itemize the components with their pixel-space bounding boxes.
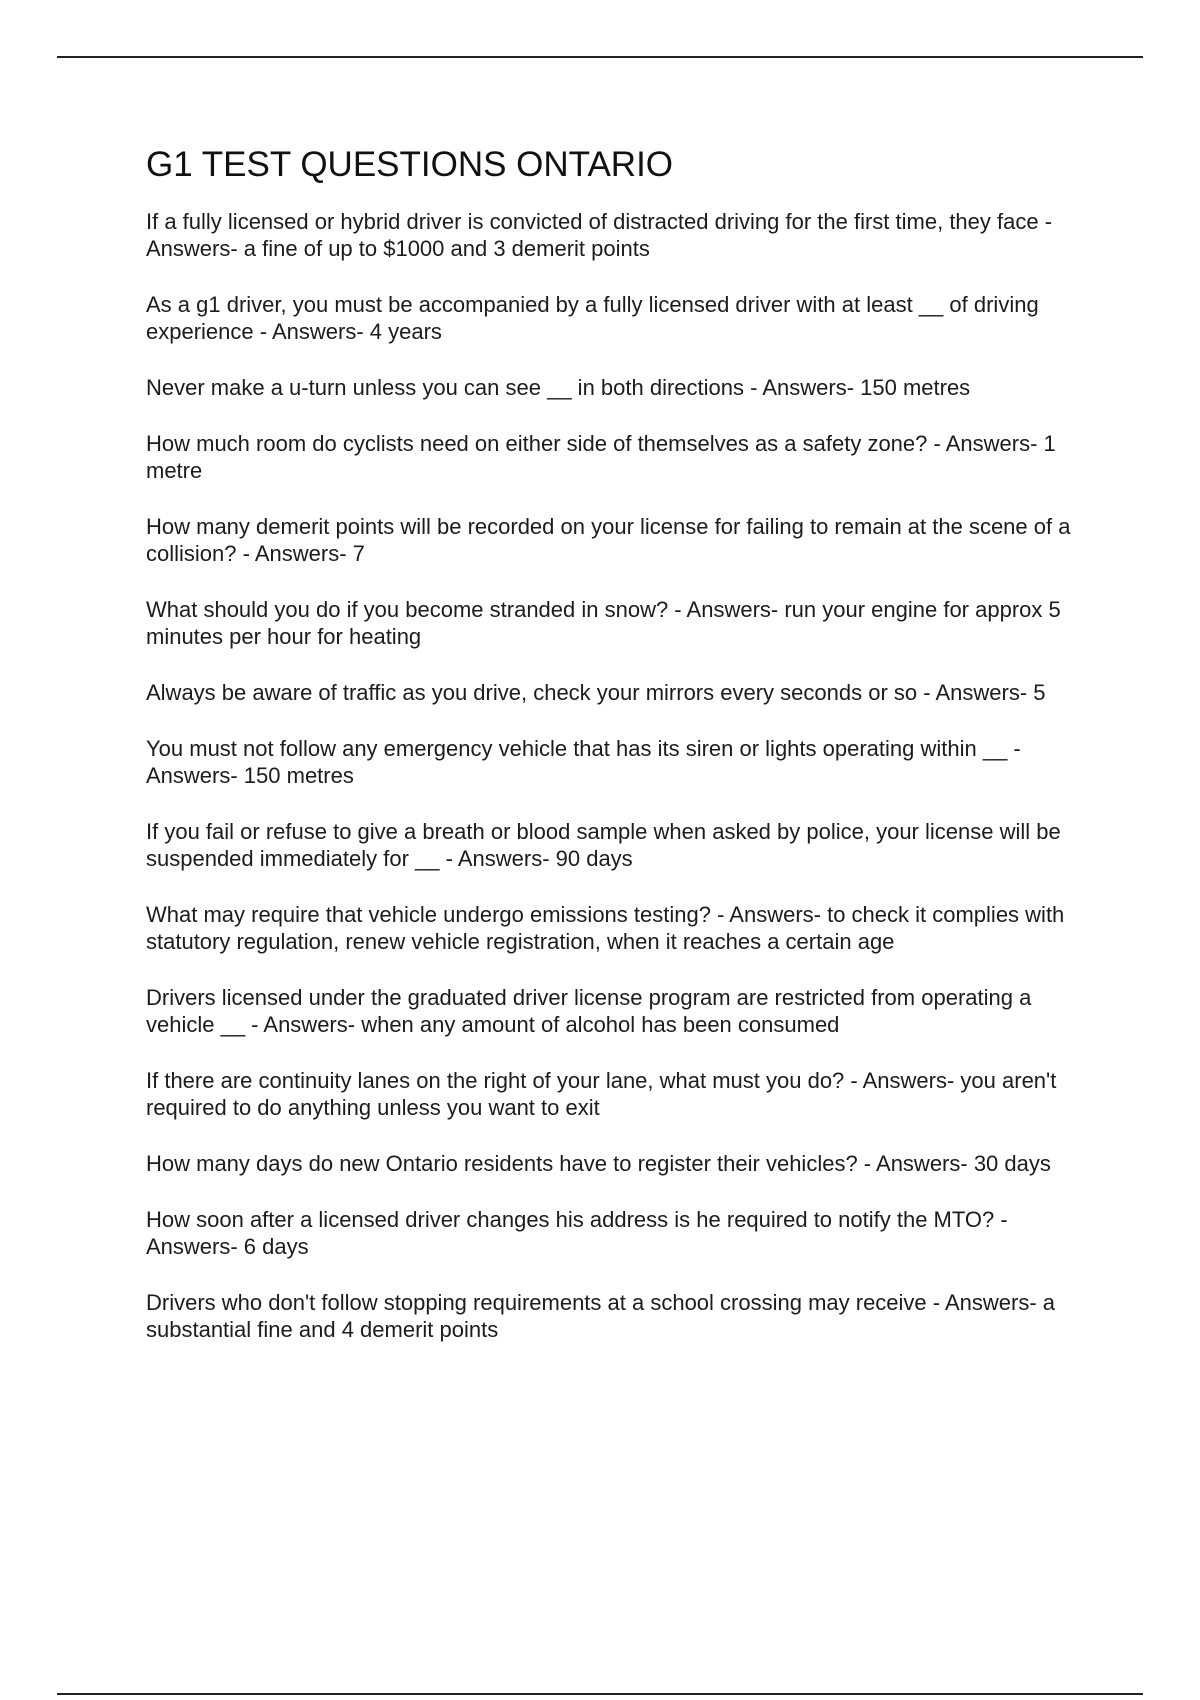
question-item: How soon after a licensed driver changes his address is he required to notify the MTO? - Answers- 6 days bbox=[146, 1207, 1008, 1259]
question-item: What may require that vehicle undergo emissions testing? - Answers- to check it complies with statutory regulation, renew vehicle registration, when it reaches a certain age bbox=[146, 902, 1065, 954]
bottom-divider bbox=[57, 1693, 1143, 1695]
question-item: As a g1 driver, you must be accompanied by a fully licensed driver with at least __ of driving experience - Answers- 4 years bbox=[146, 292, 1039, 344]
document-body bbox=[146, 142, 1096, 1372]
page-title: G1 TEST QUESTIONS ONTARIO bbox=[146, 145, 674, 184]
question-item: If there are continuity lanes on the right of your lane, what must you do? - Answers- you aren't required to do anything unless you want to exit bbox=[146, 1068, 1057, 1120]
question-item: How much room do cyclists need on either side of themselves as a safety zone? - Answers- 1 metre bbox=[146, 431, 1056, 483]
question-item: Drivers licensed under the graduated driver license program are restricted from operating a vehicle __ - Answers- when any amount of alcohol has been consumed bbox=[146, 985, 1032, 1037]
question-item: How many days do new Ontario residents have to register their vehicles? - Answers- 30 days bbox=[146, 1151, 1051, 1176]
top-divider bbox=[57, 56, 1143, 58]
question-list bbox=[146, 208, 1096, 1343]
question-item: If you fail or refuse to give a breath or blood sample when asked by police, your license will be suspended immediately for __ - Answers- 90 days bbox=[146, 819, 1061, 871]
question-item: You must not follow any emergency vehicle that has its siren or lights operating within __ - Answers- 150 metres bbox=[146, 736, 1021, 788]
question-item: Always be aware of traffic as you drive, check your mirrors every seconds or so - Answers- 5 bbox=[146, 680, 1046, 705]
question-item: If a fully licensed or hybrid driver is convicted of distracted driving for the first time, they face - Answers- a fine of up to $1000 and 3 demerit points bbox=[146, 209, 1053, 261]
question-item: Drivers who don't follow stopping requirements at a school crossing may receive - Answers- a substantial fine and 4 demerit points bbox=[146, 1290, 1056, 1342]
question-item: Never make a u-turn unless you can see __ in both directions - Answers- 150 metres bbox=[146, 375, 971, 400]
question-item: What should you do if you become stranded in snow? - Answers- run your engine for approx 5 minutes per hour for heating bbox=[146, 597, 1061, 649]
question-item: How many demerit points will be recorded on your license for failing to remain at the scene of a collision? - Answers- 7 bbox=[146, 514, 1071, 566]
